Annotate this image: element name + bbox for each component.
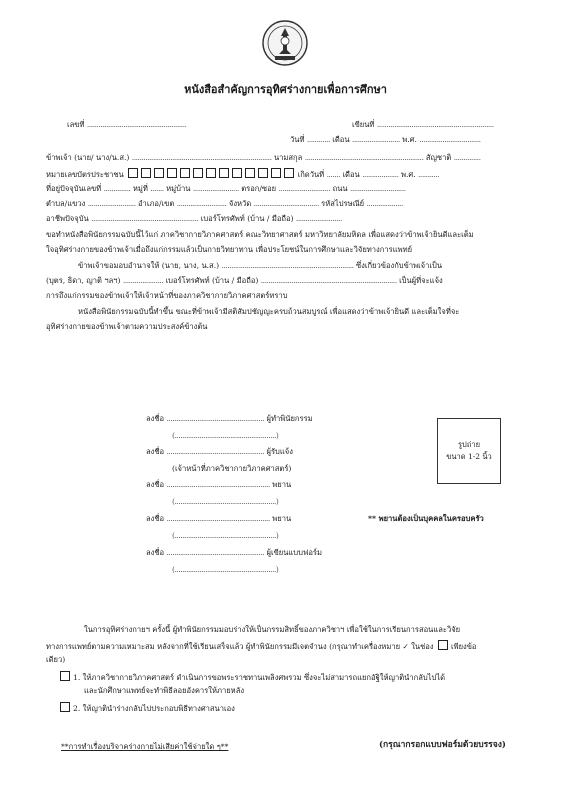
- address-field[interactable]: ที่อยู่ปัจจุบันเลขที่ .............. หมู่ที่ ....... หมู่บ้าน ........................ ตรอก/ซอย ........................... ถนน .............................: [46, 184, 406, 193]
- written-at-field[interactable]: เขียนที่ .............................................................: [352, 120, 494, 129]
- staff-note: (เจ้าหน้าที่ภาควิชากายวิภาคศาสตร์): [172, 464, 292, 473]
- born-date-label: เกิดวันที่: [297, 170, 325, 179]
- proxy-phone-label: เบอร์โทรศัพท์ (บ้าน / มือถือ): [165, 276, 259, 285]
- body-paragraph-2-end: การถึงแก่กรรมของข้าพเจ้าให้เจ้าหน้าที่ของภาควิชากายวิภาคศาสตร์ทราบ: [46, 291, 288, 300]
- fill-neatly-note: (กรุณากรอกแบบฟอร์มด้วยบรรจง): [379, 740, 506, 750]
- postcode-label: รหัสไปรษณีย์: [321, 199, 365, 208]
- option-2[interactable]: [60, 702, 235, 714]
- sign-label: ลงชื่อ: [146, 414, 165, 423]
- day-label: วันที่: [290, 135, 305, 144]
- relation-options-label: (บุตร, ธิดา, ญาติ ฯลฯ): [46, 276, 121, 285]
- born-month-label: เดือน: [342, 170, 360, 179]
- witness-2-name-paren[interactable]: (.....................................................): [172, 531, 279, 540]
- district-label: อำเภอ/เขต: [138, 199, 175, 208]
- relation-label: ซึ่งเกี่ยวข้องกับข้าพเจ้าเป็น: [355, 261, 443, 270]
- body-paragraph-3-line-1: หนังสือพินัยกรรมฉบับนี้ทำขึ้น ขณะที่ข้าพเจ้ามีสติสัมปชัญญะครบถ้วนสมบูรณ์ เพื่อแสดงว่าข้าพเจ้ายินดี และเต็มใจที่จะ: [78, 307, 460, 316]
- soi-label: ตรอก/ซอย: [241, 184, 277, 193]
- year-label: พ.ศ.: [402, 135, 417, 144]
- witness-label: พยาน: [272, 514, 292, 523]
- occupation-label: อาชีพปัจจุบัน: [46, 214, 89, 223]
- body-paragraph-1-line-2: ใจอุทิศร่างกายของข้าพเจ้าเมื่อถึงแก่กรรมแล้วเป็นกายวิทยาทาน เพื่อประโยชน์ในการศึกษาและวิจัยทางการแพทย์: [46, 245, 413, 254]
- witness-2-signature[interactable]: ลงชื่อ ...................................................... พยาน: [146, 514, 292, 523]
- testator-label: ผู้ทำพินัยกรรม: [266, 414, 313, 423]
- photo-label: รูปถ่าย: [458, 440, 480, 449]
- receiver-label: ผู้รับแจ้ง: [266, 447, 293, 456]
- written-at-label: เขียนที่: [352, 120, 375, 129]
- witness-note: ** พยานต้องเป็นบุคคลในครอบครัว: [368, 514, 484, 523]
- form-writer-name-paren[interactable]: (.....................................................): [172, 565, 279, 574]
- sign-label: ลงชื่อ: [146, 447, 165, 456]
- occupation-field[interactable]: อาชีพปัจจุบัน ........................................................ เบอร์โทรศัพท์ (บ้าน / มือถือ) ........................: [46, 214, 342, 223]
- body-paragraph-3-line-2: อุทิศร่างกายของข้าพเจ้าตามความประสงค์ข้างต้น: [46, 322, 208, 331]
- option-1-line-2: และนักศึกษาแพทย์จะทำพิธีลอยอังคารให้ภายหลัง: [84, 686, 245, 695]
- option-1[interactable]: [60, 671, 445, 683]
- phone-label: เบอร์โทรศัพท์ (บ้าน / มือถือ): [200, 214, 294, 223]
- terms-line-1: ในการอุทิศร่างกายฯ ครั้งนี้ ผู้ทำพินัยกรรมมอบร่างให้เป็นกรรมสิทธิ์ของภาควิชาฯ เพื่อใช้ในการเรียนการสอนและวิจัย: [84, 625, 461, 634]
- form-writer-signature[interactable]: ลงชื่อ ................................................... ผู้เขียนแบบฟอร์ม: [146, 548, 322, 557]
- free-of-charge-note: **การทำเรื่องบริจาคร่างกายไม่เสียค่าใช้จ่ายใด ๆ**: [61, 742, 229, 751]
- body-paragraph-1-line-1: ขอทำหนังสือพินัยกรรมฉบับนี้ไว้แก่ ภาควิชากายวิภาคศาสตร์ คณะวิทยาศาสตร์ มหาวิทยาลัยมหิดล เพื่อแสดงว่าข้าพเจ้ายินดีและเต็ม: [46, 230, 474, 239]
- option-2-checkbox[interactable]: [60, 702, 70, 712]
- subdistrict-label: ตำบล/แขวง: [46, 199, 86, 208]
- proxy-label: ข้าพเจ้าขอมอบอำนาจให้ (นาย, นาง, น.ส.): [78, 261, 220, 270]
- witness-1-name-paren[interactable]: (.....................................................): [172, 497, 279, 506]
- surname-label: นามสกุล: [273, 153, 303, 162]
- witness-label: พยาน: [272, 480, 292, 489]
- university-seal-logo: [262, 20, 308, 66]
- doc-no-field[interactable]: เลขที่ ....................................................: [67, 120, 187, 129]
- name-field[interactable]: ข้าพเจ้า (นาย/ นาง/น.ส.) ......................................................................... นามสกุล .............................................................. สัญชาติ ..............: [46, 153, 481, 162]
- id-digit-boxes[interactable]: [126, 170, 297, 179]
- terms-line-3: เดียว): [46, 655, 66, 664]
- checkbox-icon: [438, 640, 448, 650]
- terms-line-2-text: ทางการแพทย์ตามความเหมาะสม หลังจากที่ใช้เรียนเสร็จแล้ว ผู้ทำพินัยกรรมมีเจตจำนง (กรุณาทำเครื่องหมาย ✓ ในช่อง: [46, 642, 434, 651]
- photo-box[interactable]: [437, 418, 501, 484]
- road-label: ถนน: [332, 184, 348, 193]
- terms-line-2-end: เพียงข้อ: [450, 642, 477, 651]
- month-label: เดือน: [332, 135, 350, 144]
- province-label: จังหวัด: [228, 199, 252, 208]
- form-writer-label: ผู้เขียนแบบฟอร์ม: [266, 548, 322, 557]
- proxy-field[interactable]: ข้าพเจ้าขอมอบอำนาจให้ (นาย, นาง, น.ส.) ..................................................................... ซึ่งเกี่ยวข้องกับข้าพเจ้าเป็น: [78, 261, 443, 270]
- testator-name-paren[interactable]: (.....................................................): [172, 431, 279, 440]
- born-year-label: พ.ศ.: [400, 170, 416, 179]
- nationality-label: สัญชาติ: [425, 153, 452, 162]
- proxy-relation-field[interactable]: (บุตร, ธิดา, ญาติ ฯลฯ) ..................... เบอร์โทรศัพท์ (บ้าน / มือถือ) ....................................................................... เป็นผู้ที่จะแจ้ง: [46, 276, 443, 285]
- name-prefix-label: ข้าพเจ้า (นาย/ นาง/น.ส.): [46, 153, 130, 162]
- village-label: หมู่บ้าน: [166, 184, 191, 193]
- photo-size-label: ขนาด 1-2 นิ้ว: [446, 452, 492, 461]
- moo-label: หมู่ที่: [132, 184, 148, 193]
- option-1-checkbox[interactable]: [60, 671, 70, 681]
- id-card-label: หมายเลขบัตรประชาชน: [46, 170, 124, 179]
- notifier-label: เป็นผู้ที่จะแจ้ง: [399, 276, 443, 285]
- receiver-signature[interactable]: ลงชื่อ ................................................... ผู้รับแจ้ง: [146, 447, 293, 456]
- option-1-label: 1. ให้ภาควิชากายวิภาคศาสตร์ ดำเนินการขอพระราชทานเพลิงศพรวม ซึ่งจะไม่สามารถแยกอัฐิให้ญาตินำกลับไปได้: [73, 673, 446, 682]
- sign-label: ลงชื่อ: [146, 548, 165, 557]
- area-field[interactable]: ตำบล/แขวง ......................... อำเภอ/เขต .......................... จังหวัด .................................. รหัสไปรษณีย์ ...................: [46, 199, 403, 208]
- address-no-label: ที่อยู่ปัจจุบันเลขที่: [46, 184, 102, 193]
- id-card-field[interactable]: หมายเลขบัตรประชาชน เกิดวันที่ ....... เดือน ................... พ.ศ. ...........: [46, 170, 440, 179]
- document-title: หนังสือสำคัญการอุทิศร่างกายเพื่อการศึกษา: [184, 83, 387, 96]
- sign-label: ลงชื่อ: [146, 480, 165, 489]
- testator-signature[interactable]: ลงชื่อ ................................................... ผู้ทำพินัยกรรม: [146, 414, 313, 423]
- option-2-label: 2. ให้ญาตินำร่างกลับไปประกอบพิธีทางศาสนาเอง: [73, 704, 235, 713]
- terms-line-2: [46, 640, 477, 652]
- witness-1-signature[interactable]: ลงชื่อ ...................................................... พยาน: [146, 480, 292, 489]
- doc-no-label: เลขที่: [67, 120, 85, 129]
- sign-label: ลงชื่อ: [146, 514, 165, 523]
- date-field[interactable]: วันที่ ............ เดือน ......................... พ.ศ. ................................: [290, 135, 481, 144]
